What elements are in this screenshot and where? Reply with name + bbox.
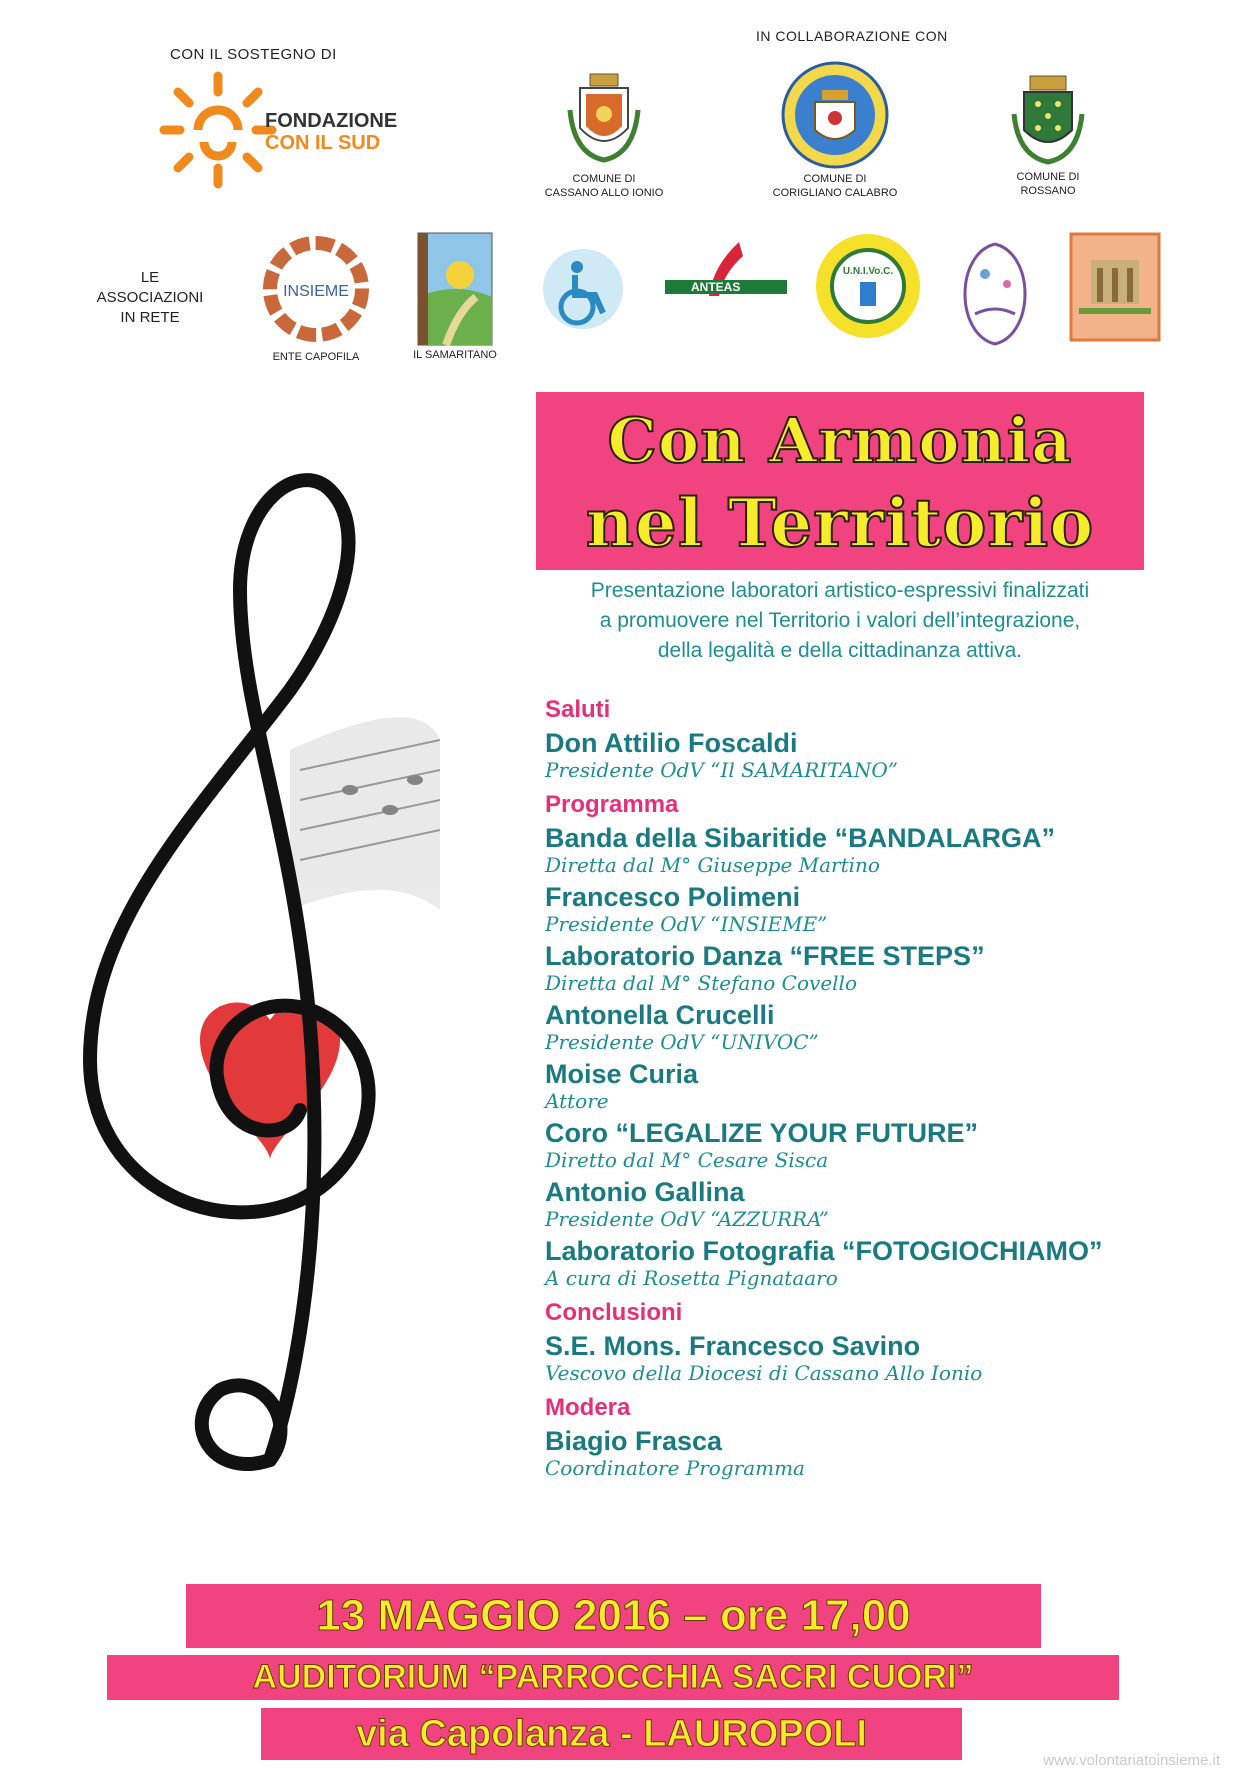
- sheet-music-icon: [290, 717, 440, 910]
- univoc-logo: [810, 230, 926, 342]
- foundation-line2: CON IL SUD: [265, 132, 381, 154]
- municipality-line2: CASSANO ALLO IONIO: [544, 187, 664, 199]
- entry-role: Diretta dal M° Giuseppe Martino: [545, 853, 880, 877]
- corigliano-seal: [778, 58, 892, 172]
- rossano-coat-of-arms: [1003, 72, 1093, 168]
- program-entry: [545, 1236, 1165, 1289]
- entry-role: Vescovo della Diocesi di Cassano Allo Ionio: [545, 1361, 983, 1385]
- municipality-line2: ROSSANO: [1020, 185, 1076, 197]
- associations-label-line2: IN RETE: [120, 309, 180, 326]
- insieme-logo: [246, 234, 386, 344]
- association-caption: ENTE CAPOFILA: [272, 351, 360, 363]
- program-entry: [545, 728, 1165, 781]
- program-entry: [545, 1331, 1165, 1384]
- anteas-logo-text: ANTEAS: [691, 280, 741, 294]
- program-entry: [545, 1177, 1165, 1230]
- entry-name: Don Attilio Foscaldi: [545, 728, 798, 758]
- association-caption: IL SAMARITANO: [413, 349, 497, 361]
- azzurra-logo: [524, 230, 642, 348]
- support-label: CON IL SOSTEGNO DI: [170, 46, 337, 63]
- municipality-line1: COMUNE DI: [1016, 171, 1080, 183]
- municipality-caption: [988, 170, 1108, 198]
- entry-name: Moise Curia: [545, 1059, 699, 1089]
- anteas-logo: [660, 236, 792, 332]
- section-heading: Programma: [545, 791, 679, 818]
- website-watermark: www.volontariatoinsieme.it: [1043, 1752, 1220, 1769]
- municipality-line1: COMUNE DI: [572, 173, 636, 185]
- event-title-banner: [536, 392, 1144, 570]
- entry-name: Francesco Polimeni: [545, 882, 801, 912]
- section-heading: Conclusioni: [545, 1299, 683, 1326]
- entry-role: A cura di Rosetta Pignataaro: [545, 1266, 838, 1290]
- insieme-logo-text: INSIEME: [283, 283, 349, 300]
- entry-role: Presidente OdV “INSIEME”: [545, 912, 828, 936]
- univoc-logo-text: U.N.I.Vo.C.: [842, 266, 894, 277]
- entry-name: S.E. Mons. Francesco Savino: [545, 1331, 921, 1361]
- event-venue-banner: AUDITORIUM “PARROCCHIA SACRI CUORI”: [107, 1655, 1119, 1700]
- program-entry: [545, 1118, 1165, 1171]
- entry-role: Presidente OdV “AZZURRA”: [545, 1207, 829, 1231]
- program-entry: [545, 1000, 1165, 1053]
- municipality-line1: COMUNE DI: [803, 173, 867, 185]
- section-heading: Modera: [545, 1394, 631, 1421]
- intro-line: Presentazione laboratori artistico-espressivi finalizzati: [590, 579, 1090, 602]
- entry-role: Attore: [545, 1089, 609, 1113]
- associations-label: [88, 268, 212, 328]
- intro-text: [536, 576, 1144, 666]
- decorative-association-logo: [944, 234, 1046, 354]
- entry-name: Antonio Gallina: [545, 1177, 745, 1207]
- collab-label: IN COLLABORAZIONE CON: [756, 28, 948, 44]
- foundation-name: [265, 110, 397, 154]
- entry-name: Banda della Sibaritide “BANDALARGA”: [545, 823, 1056, 853]
- event-date-banner: 13 MAGGIO 2016 – ore 17,00: [186, 1584, 1041, 1648]
- program-entry: [545, 1059, 1165, 1112]
- intro-line: della legalità e della cittadinanza attiva.: [657, 639, 1023, 662]
- associations-label-line1: LE ASSOCIAZIONI: [96, 269, 204, 306]
- foundation-line1: FONDAZIONE: [265, 110, 398, 132]
- entry-name: Biagio Frasca: [545, 1426, 723, 1456]
- program-entry: [545, 823, 1165, 876]
- fondazione-sun-logo: [158, 70, 278, 190]
- program-list: [545, 696, 1165, 1485]
- intro-line: a promuovere nel Territorio i valori dell’integrazione,: [599, 609, 1081, 632]
- entry-name: Antonella Crucelli: [545, 1000, 775, 1030]
- samaritano-logo: [415, 230, 495, 348]
- entry-role: Coordinatore Programma: [545, 1456, 805, 1480]
- municipality-caption: [544, 172, 664, 200]
- event-title-line1: Con Armonia: [607, 404, 1073, 477]
- municipality-line2: CORIGLIANO CALABRO: [772, 187, 898, 199]
- municipality-caption: [772, 172, 898, 200]
- entry-role: Diretta dal M° Stefano Covello: [545, 971, 857, 995]
- event-title-line2: nel Territorio: [585, 484, 1095, 562]
- program-entry: [545, 941, 1165, 994]
- istituto-logo: [1068, 232, 1162, 342]
- treble-clef-illustration: [60, 440, 440, 1560]
- entry-role: Presidente OdV “UNIVOC”: [545, 1030, 819, 1054]
- entry-role: Diretto dal M° Cesare Sisca: [545, 1148, 829, 1172]
- entry-name: Laboratorio Fotografia “FOTOGIOCHIAMO”: [545, 1236, 1103, 1266]
- section-heading: Saluti: [545, 696, 611, 723]
- program-entry: [545, 1426, 1165, 1479]
- event-address-banner: via Capolanza - LAUROPOLI: [261, 1708, 962, 1760]
- entry-role: Presidente OdV “Il SAMARITANO”: [545, 758, 898, 782]
- entry-name: Laboratorio Danza “FREE STEPS”: [545, 941, 985, 971]
- program-entry: [545, 882, 1165, 935]
- cassano-coat-of-arms: [556, 68, 652, 168]
- entry-name: Coro “LEGALIZE YOUR FUTURE”: [545, 1118, 979, 1148]
